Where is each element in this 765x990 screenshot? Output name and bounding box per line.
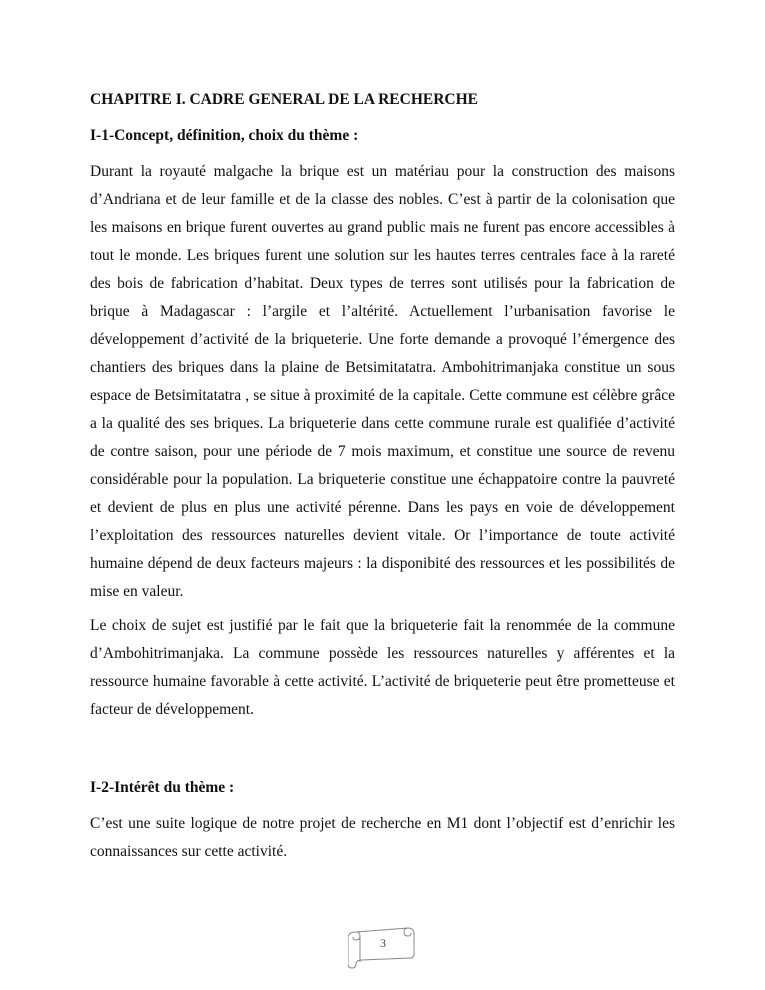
paragraph-choice: Le choix de sujet est justifié par le fait que la briqueterie fait la renommée de la commune d’Ambohitrimanjaka. La commune possède les ressources naturelles y afférentes et la ressource humaine favorable à cette activité. L’activité de briqueterie peut être prometteuse et facteur de développement. [90,617,675,718]
page-footer [348,920,418,970]
paragraph-intro: Durant la royauté malgache la brique est un matériau pour la construction des maisons d’Andriana et de leur famille et de la classe des nobles. C’est à partir de la colonisation que les maisons en brique furent ouvertes au grand public mais ne furent pas encore accessibles à tout le monde. Les briques furent une solution sur les hautes terres centrales face à la rareté des bois de fabrication d’habitat. Deux types de terres sont utilisés pour la fabrication de brique à Madagascar : l’argile et l’altérité. Actuellement l’urbanisation favorise le développement d’activité de la briqueterie. Une forte demande a provoqué l’émergence des chantiers des briques dans la plaine de Betsimitatatra. Ambohitrimanjaka constitue un sous espace de Betsimitatatra , se situe à proximité de la capitale. Cette commune est célèbre grâce a la qualité des ses briques. La briqueterie dans cette commune rurale est qualifiée d’activité de contre saison, pour une période de 7 mois maximum, et constitue une source de revenu considérable pour la population. La briqueterie constitue une échappatoire contre la pauvreté et devient de plus en plus une activité pérenne. Dans les pays en voie de développement l’exploitation des ressources naturelles devient vitale. Or l’importance de toute activité humaine dépend de deux facteurs majeurs : la disponibité des ressources et les possibilités de mise en valeur. [90,163,675,600]
document-page [90,90,675,872]
page-number: 3 [380,936,386,950]
section-spacer [90,730,675,778]
paragraph-interest: C’est une suite logique de notre projet de recherche en M1 dont l’objectif est d’enrichir les connaissances sur cette activité. [90,815,675,860]
section-title-interest: I-2-Intérêt du thème : [90,779,235,796]
section-title-concept: I-1-Concept, définition, choix du thème : [90,127,359,144]
chapter-title: CHAPITRE I. CADRE GENERAL DE LA RECHERCHE [90,91,478,108]
